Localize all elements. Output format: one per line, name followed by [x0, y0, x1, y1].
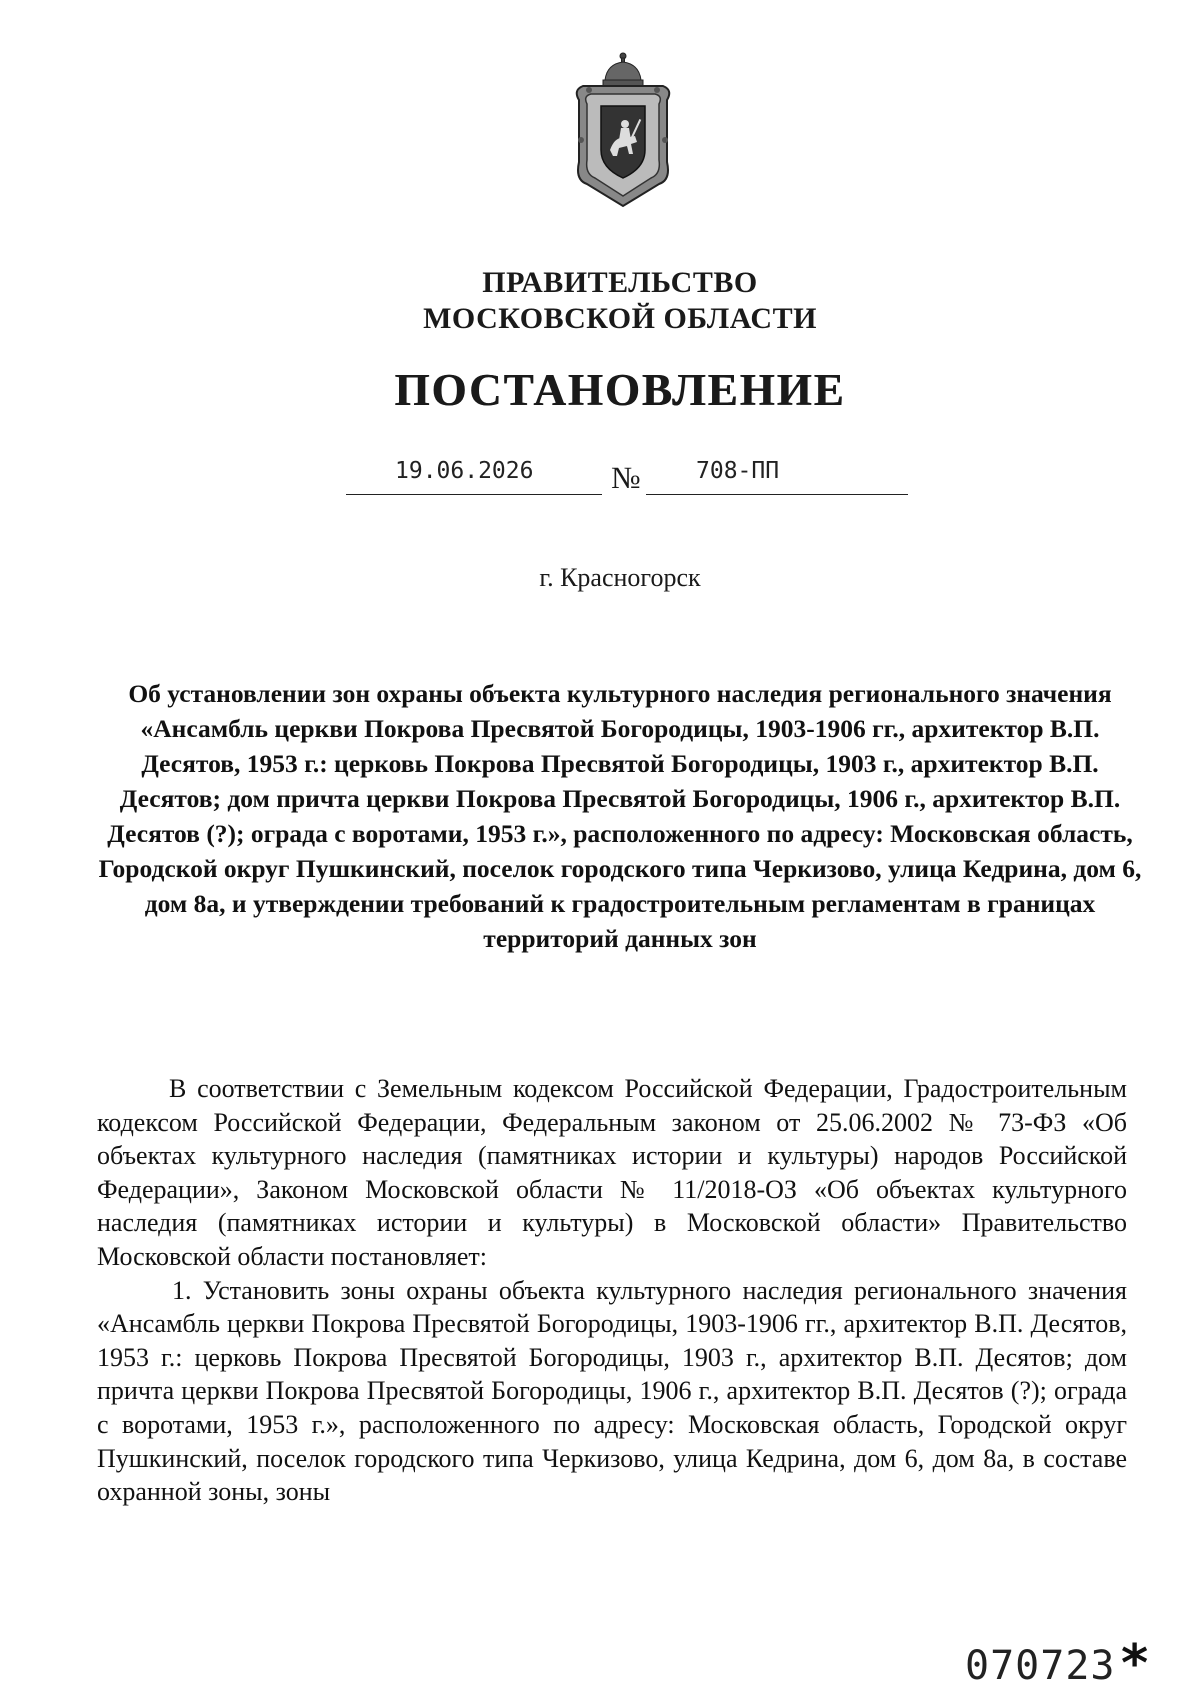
date-underline [346, 494, 602, 495]
document-type-heading: ПОСТАНОВЛЕНИЕ [394, 365, 846, 415]
issue-city: г. Красногорск [539, 563, 701, 592]
preamble-paragraph: В соответствии с Земельным кодексом Российской Федерации, Градостроительным кодексом Российской Федерации, Федеральным законом от 25.06.2002 № 73-ФЗ «Об объектах культурного наследия (памятниках истории и культуры) народов Российской Федерации», Законом Московской области № 11/2018-ОЗ «Об объектах культурного наследия (памятниках истории и культуры) в Московской области» Правительство Московской области постановляет: [97, 1074, 1127, 1271]
number-underline [646, 494, 908, 495]
decree-title: Об установлении зон охраны объекта культурного наследия регионального значения «Ансамбль церкви Покрова Пресвятой Богородицы, 1903-1906 гг., архитектор В.П. Десятов, 1953 г.: церковь Покрова Пресвятой Богородицы, 1903 г., архитектор В.П. Десятов; дом причта церкви Покрова Пресвятой Богородицы, 1906 г., архитектор В.П. Десятов (?); ограда с воротами, 1953 г.», расположенного по адресу: Московская область, Городской округ Пушкинский, поселок городского типа Черкизово, улица Кедрина, дом 6, дом 8а, и утверждении требований к градостроительным регламентам в границах территорий данных зон [98, 679, 1142, 953]
document-code: 070723 [965, 1643, 1116, 1689]
coat-of-arms-icon [565, 50, 681, 210]
asterisk-mark: * [1121, 1634, 1149, 1694]
government-name-line2: МОСКОВСКОЙ ОБЛАСТИ [423, 302, 817, 335]
item-1-paragraph: 1. Установить зоны охраны объекта культурного наследия регионального значения «Ансамбль церкви Покрова Пресвятой Богородицы, 1903-1906 гг., архитектор В.П. Десятов, 1953 г.: церковь Покрова Пресвятой Богородицы, 1903 г., архитектор В.П. Десятов; дом причта церкви Покрова Пресвятой Богородицы, 1906 г., архитектор В.П. Десятов (?); ограда с воротами, 1953 г.», расположенного по адресу: Московская область, Городской округ Пушкинский, поселок городского типа Черкизово, улица Кедрина, дом 6, дом 8а, в составе охранной зоны, зоны [97, 1275, 1127, 1507]
government-name-line1: ПРАВИТЕЛЬСТВО [482, 266, 758, 299]
decree-number: 708-ПП [696, 458, 780, 484]
decree-body [97, 1072, 1127, 1509]
decree-date: 19.06.2026 [395, 458, 534, 484]
number-sign: № [611, 460, 641, 495]
